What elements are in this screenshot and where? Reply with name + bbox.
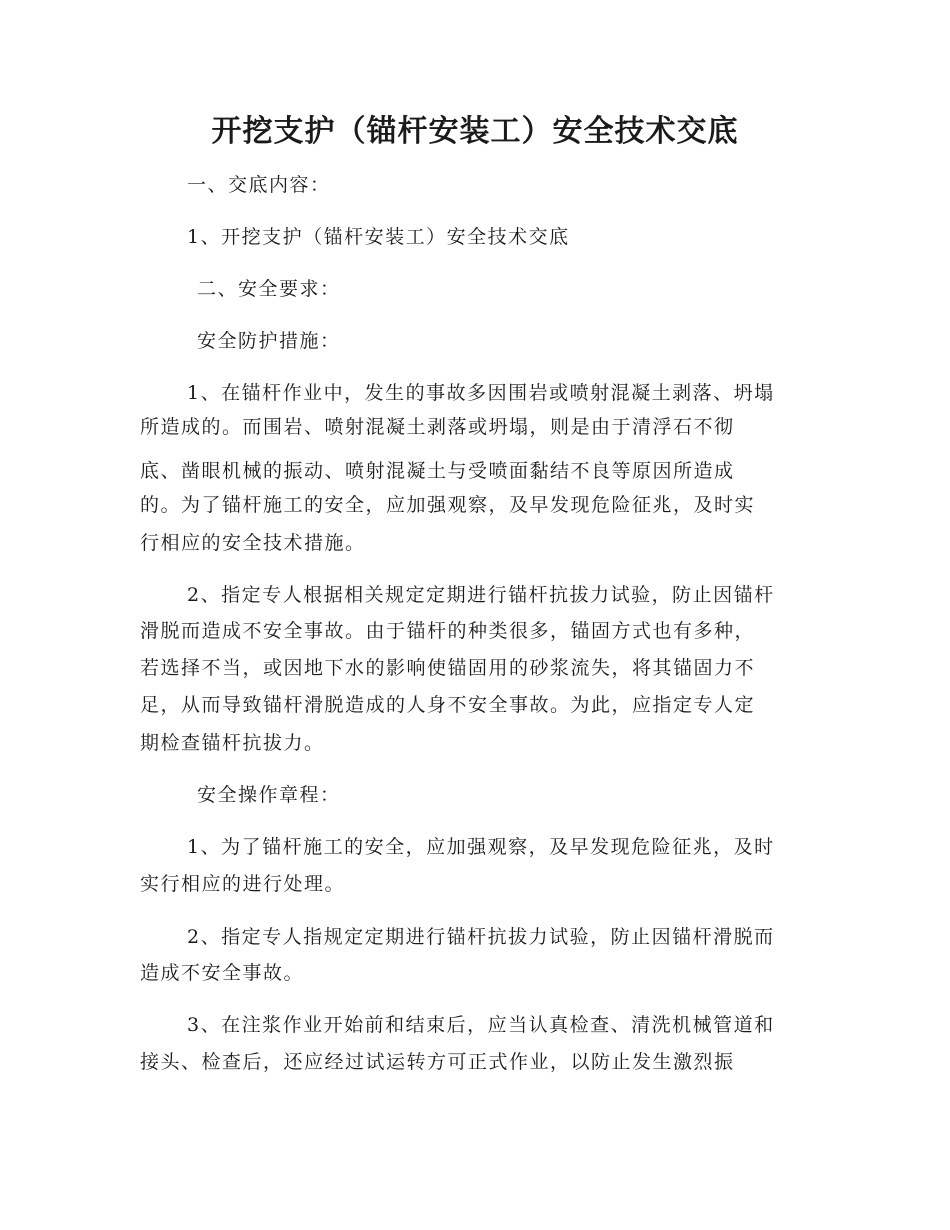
document-title: 开挖支护（锚杆安装工）安全技术交底 [211, 114, 739, 149]
section-heading-requirements: 二、安全要求： [197, 278, 341, 300]
paragraph-line: 造成不安全事故。 [140, 962, 305, 984]
paragraph-line: 所造成的。而围岩、喷射混凝土剥落或坍塌，则是由于清浮石不彻 [140, 416, 735, 438]
sub-heading-operation: 安全操作章程： [197, 784, 341, 806]
paragraph-line: 足，从而导致锚杆滑脱造成的人身不安全事故。为此，应指定专人定 [140, 694, 756, 716]
paragraph-line: 行相应的安全技术措施。 [140, 532, 366, 554]
paragraph-line: 接头、检查后，还应经过试运转方可正式作业，以防止发生激烈振 [140, 1051, 735, 1073]
paragraph-line: 2、指定专人指规定定期进行锚杆抗拔力试验，防止因锚杆滑脱而 [187, 926, 775, 948]
sub-heading-protection: 安全防护措施： [197, 330, 341, 352]
paragraph-line: 2、指定专人根据相关规定定期进行锚杆抗拔力试验，防止因锚杆 [187, 584, 775, 606]
paragraph-line: 3、在注浆作业开始前和结束后，应当认真检查、清洗机械管道和 [187, 1014, 775, 1036]
paragraph-line: 1、在锚杆作业中，发生的事故多因围岩或喷射混凝土剥落、坍塌 [187, 382, 775, 404]
section-heading-content: 一、交底内容： [187, 174, 331, 196]
paragraph-line: 1、为了锚杆施工的安全，应加强观察，及早发现危险征兆，及时 [187, 836, 775, 858]
paragraph-line: 若选择不当，或因地下水的影响使锚固用的砂浆流失，将其锚固力不 [140, 657, 756, 679]
paragraph-line: 实行相应的进行处理。 [140, 873, 346, 895]
paragraph-line: 底、凿眼机械的振动、喷射混凝土与受喷面黏结不良等原因所造成 [140, 460, 735, 482]
content-item: 1、开挖支护（锚杆安装工）安全技术交底 [187, 226, 570, 248]
paragraph-line: 滑脱而造成不安全事故。由于锚杆的种类很多，锚固方式也有多种， [140, 620, 756, 642]
paragraph-line: 的。为了锚杆施工的安全，应加强观察，及早发现危险征兆，及时实 [140, 494, 756, 516]
paragraph-line: 期检查锚杆抗拔力。 [140, 732, 325, 754]
